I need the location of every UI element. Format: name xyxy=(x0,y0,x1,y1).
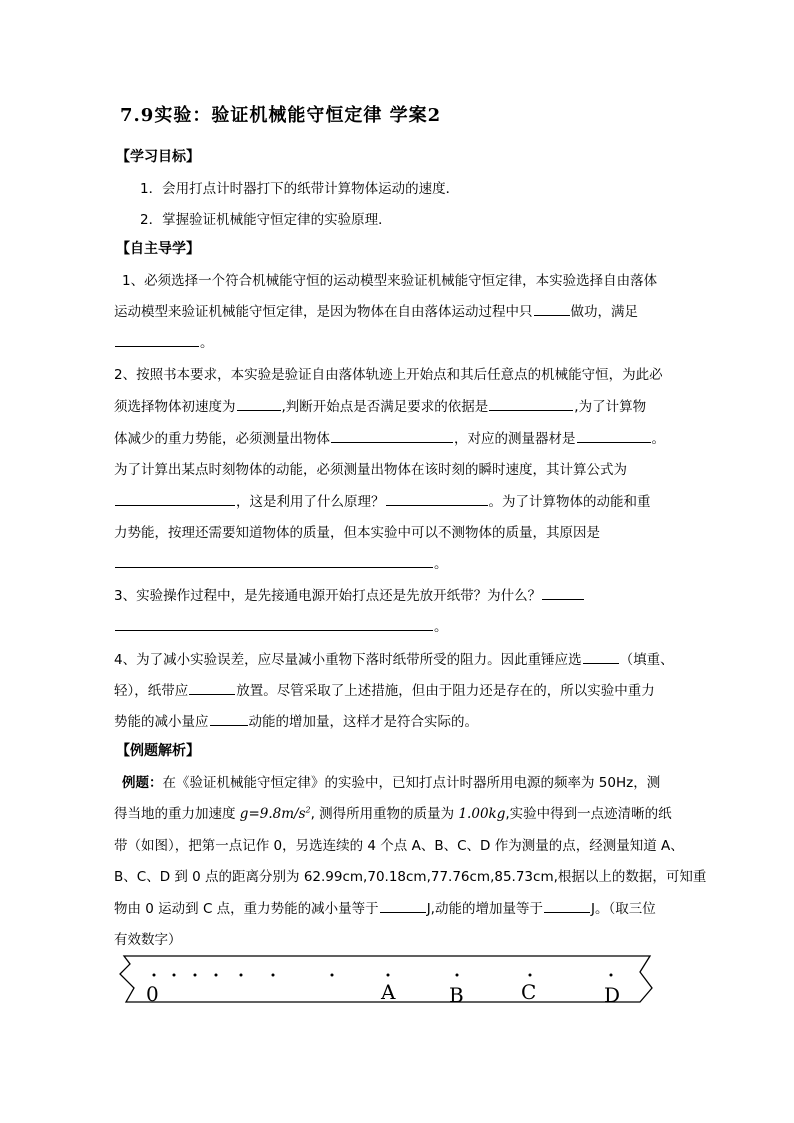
goal-item-2: 2．掌握验证机械能守恒定律的实验原理． xyxy=(140,212,392,228)
q4-line3 xyxy=(114,710,478,730)
tape-dot xyxy=(387,974,390,977)
tape-label-c: C xyxy=(521,980,537,1004)
example-blank-1[interactable] xyxy=(380,898,426,913)
section-header-guide: 【自主导学】 xyxy=(116,241,200,257)
q4-blank-2[interactable] xyxy=(189,680,235,695)
q3-line2 xyxy=(114,615,448,635)
tape-label-0: 0 xyxy=(146,982,159,1006)
tape-dot xyxy=(331,974,334,977)
q2-blank-6[interactable] xyxy=(386,491,488,506)
q2-text-h: 。为了计算物体的动能和重 xyxy=(488,494,651,510)
q2-text-d: 体减少的重力势能，必须测量出物体 xyxy=(114,431,330,447)
q3-end: 。 xyxy=(434,619,448,635)
q1-end: 。 xyxy=(200,335,214,351)
example-text-2b: , 测得所用重物的质量为 xyxy=(310,806,459,822)
q2-text-g: ，这是利用了什么原理？ xyxy=(236,494,385,510)
q4-text-a: 4、为了减小实验误差，应尽量减小重物下落时纸带所受的阻力。因此重锤应选 xyxy=(114,652,582,668)
q2-blank-1[interactable] xyxy=(237,396,281,411)
example-text-5a: 物由 0 运动到 C 点，重力势能的减小量等于 xyxy=(114,901,379,917)
q4-line1 xyxy=(114,648,674,668)
q4-line2 xyxy=(114,679,655,699)
example-text-2a: 得当地的重力加速度 xyxy=(114,806,240,822)
tape-dot xyxy=(240,974,243,977)
tape-dot xyxy=(194,974,197,977)
tape-dot xyxy=(529,974,532,977)
q2-line1: 2、按照书本要求，本实验是验证自由落体轨迹上开始点和其后任意点的机械能守恒，为此必 xyxy=(114,367,663,383)
q2-blank-3[interactable] xyxy=(331,428,453,443)
section-header-example: 【例题解析】 xyxy=(116,743,200,759)
q1-line2 xyxy=(114,300,638,320)
tape-label-b: B xyxy=(449,983,464,1007)
q2-blank-2[interactable] xyxy=(489,396,573,411)
q1-line3 xyxy=(114,331,214,351)
page-title: 7.9实验：验证机械能守恒定律 学案2 xyxy=(120,105,442,126)
q2-line5 xyxy=(114,490,651,510)
goal-item-1: 1．会用打点计时器打下的纸带计算物体运动的速度． xyxy=(140,181,460,197)
tape-label-a: A xyxy=(381,980,396,1004)
q1-line1: 1、必须选择一个符合机械能守恒的运动模型来验证机械能守恒定律，本实验选择自由落体 xyxy=(122,273,658,289)
example-line2 xyxy=(114,802,672,822)
example-line3: 带（如图），把第一点记作 0，另选连续的 4 个点 A、B、C、D 作为测量的点，经测量知道 A、 xyxy=(114,838,684,854)
q2-blank-5[interactable] xyxy=(115,491,235,506)
q2-line2 xyxy=(114,395,646,415)
q2-text-e: ，对应的测量器材是 xyxy=(454,431,576,447)
q2-blank-7[interactable] xyxy=(115,553,433,568)
section-header-goals: 【学习目标】 xyxy=(116,149,200,165)
q2-end: 。 xyxy=(434,556,448,572)
tape-label-d: D xyxy=(604,983,621,1007)
gravity-value: g=9.8m/s xyxy=(239,806,306,822)
tape-dot xyxy=(610,974,613,977)
q2-text-f: 。 xyxy=(651,431,665,447)
q1-blank-2[interactable] xyxy=(115,332,199,347)
q4-text-c: 轻），纸带应 xyxy=(114,683,189,699)
gravity-exponent: 2 xyxy=(305,805,311,815)
q1-text-b: 做功，满足 xyxy=(570,304,638,320)
tape-dot xyxy=(456,974,459,977)
q2-line6: 力势能，按理还需要知道物体的质量，但本实验中可以不测物体的质量，其原因是 xyxy=(114,525,600,541)
q4-text-b: （填重、 xyxy=(619,652,674,668)
q3-blank-2[interactable] xyxy=(115,616,433,631)
example-text-5b: J,动能的增加量等于 xyxy=(426,901,543,917)
example-line1 xyxy=(122,771,660,791)
q2-text-a: 须选择物体初速度为 xyxy=(114,399,236,415)
tape-dot xyxy=(272,974,275,977)
q4-blank-1[interactable] xyxy=(583,649,619,664)
q3-line1 xyxy=(114,584,585,604)
q2-blank-4[interactable] xyxy=(577,428,651,443)
example-line6: 有效数字） xyxy=(114,932,182,948)
example-text-2c: ,实验中得到一点迹清晰的纸 xyxy=(505,806,672,822)
example-line4: B、C、D 到 0 点的距离分别为 62.99cm,70.18cm,77.76cm,85.73cm,根据以上的数据，可知重 xyxy=(114,869,707,885)
q3-text: 3、实验操作过程中，是先接通电源开始打点还是先放开纸带？为什么？ xyxy=(114,588,542,604)
q4-blank-3[interactable] xyxy=(210,711,248,726)
tape-dot xyxy=(153,974,156,977)
q2-text-b: ,判断开始点是否满足要求的依据是 xyxy=(281,399,489,415)
mass-value: 1.00kg xyxy=(458,806,506,822)
q4-text-f: 动能的增加量，这样才是符合实际的。 xyxy=(248,714,478,730)
q3-blank-1[interactable] xyxy=(542,585,584,600)
example-text-1: 在《验证机械能守恒定律》的实验中，已知打点计时器所用电源的频率为 50Hz，测 xyxy=(162,775,661,791)
example-text-5c: J。（取三位 xyxy=(590,901,656,917)
q1-text-a: 运动模型来验证机械能守恒定律，是因为物体在自由落体运动过程中只 xyxy=(114,304,533,320)
q4-text-e: 势能的减小量应 xyxy=(114,714,209,730)
q4-text-d: 放置。尽管采取了上述措施，但由于阻力还是存在的，所以实验中重力 xyxy=(236,683,655,699)
q2-line7 xyxy=(114,552,448,572)
q2-line4: 为了计算出某点时刻物体的动能，必须测量出物体在该时刻的瞬时速度，其计算公式为 xyxy=(114,462,627,478)
tape-dot xyxy=(173,974,176,977)
q2-text-c: ,为了计算物 xyxy=(574,399,647,415)
q1-blank-1[interactable] xyxy=(534,301,570,316)
example-blank-2[interactable] xyxy=(544,898,590,913)
example-line5 xyxy=(114,897,656,917)
q2-line3 xyxy=(114,427,665,447)
tape-dot xyxy=(215,974,218,977)
example-label: 例题： xyxy=(122,775,163,791)
